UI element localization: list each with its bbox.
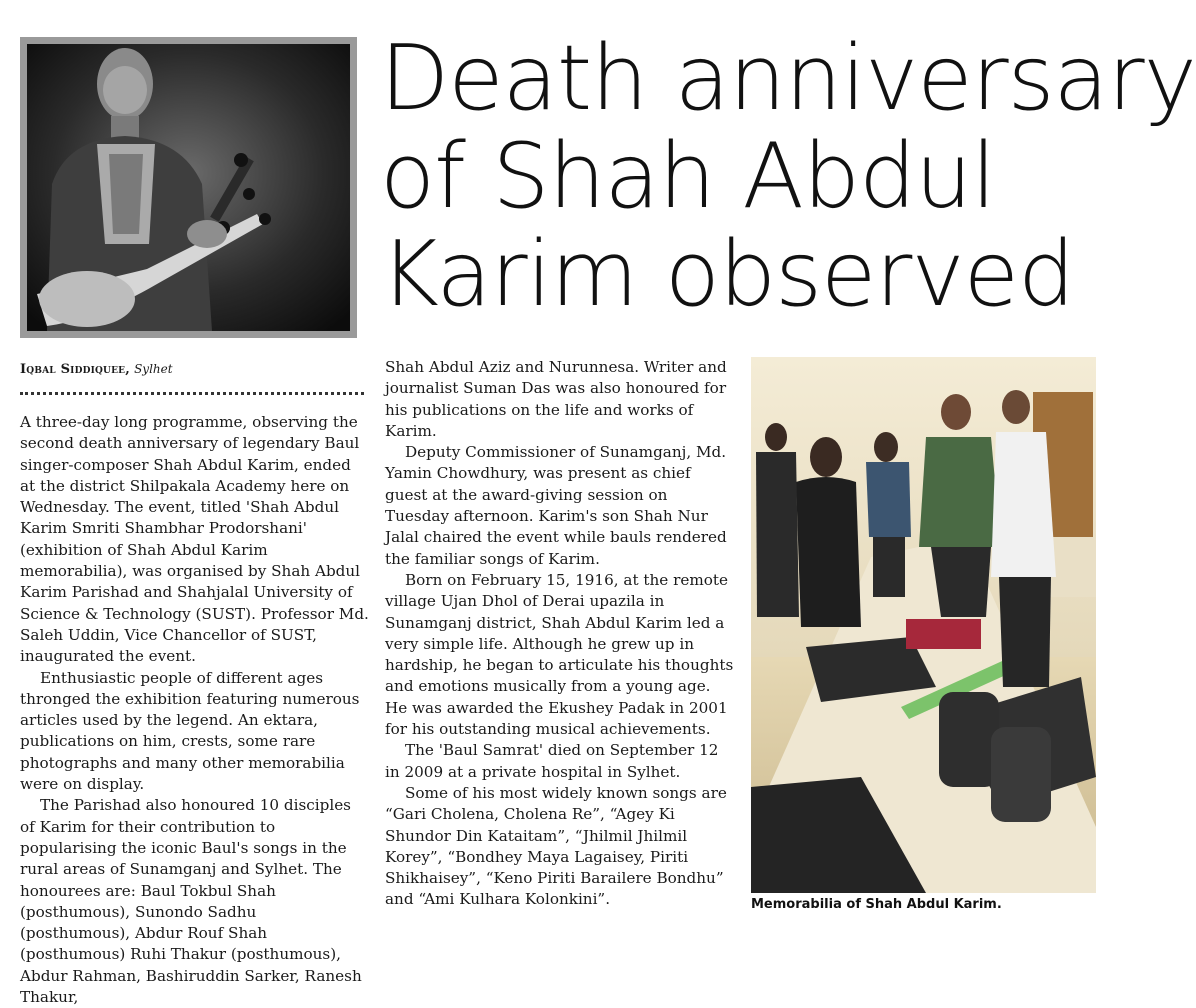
memorabilia-exhibition-photo [751, 357, 1096, 893]
column1-paragraph-3: The Parishad also honoured 10 disciples of Karim for their contribution to popularising the iconic Baul's songs in the rural areas of Sunamganj and Sylhet. The honourees are: Baul Tokbul Shah (posthumous), Sunondo Sadhu (posthumous), Abdur Rouf Shah (posthumous) Ruhi Thakur (posthumous), Abdur Rahman, Bashiruddin Sarker, Ranesh Thakur, [20, 796, 362, 1007]
byline-location: Sylhet [134, 362, 173, 376]
byline-author: Iqbal Siddiquee, [20, 362, 130, 377]
exhibition-image [751, 357, 1096, 893]
photo-caption: Memorabilia of Shah Abdul Karim. [751, 897, 1002, 912]
headline-line-1: Death anniversary [380, 26, 1196, 131]
column2-paragraph-1: Shah Abdul Aziz and Nurunnesa. Writer and journalist Suman Das was also honoured for his publications on the life and works of Karim. [385, 358, 727, 440]
column1-paragraph-2: Enthusiastic people of different ages thronged the exhibition featuring numerous articles used by the legend. An ektara, publications on him, crests, some rare photographs and many other memorabilia were on display. [20, 668, 360, 794]
headline-line-3: Karim observed [380, 222, 1075, 327]
byline [20, 360, 364, 379]
column2-paragraph-5: Some of his most widely known songs are “Gari Cholena, Cholena Re”, “Agey Ki Shundor Din Kataitam”, “Jhilmil Jhilmil Korey”, “Bondhey Maya Lagaisey, Piriti Shikhaisey”, “Keno Piriti Barailere Bondhu” and “Ami Kulhara Kolonkini”. [385, 783, 727, 909]
column2-paragraph-3: Born on February 15, 1916, at the remote village Ujan Dhol of Derai upazila in Sunamganj district, Shah Abdul Karim led a very simple life. Although he grew up in hardship, he began to articulate his thoughts and emotions musically from a young age. He was awarded the Ekushey Padak in 2001 for his outstanding musical achievements. [385, 570, 734, 739]
headline-line-2: of Shah Abdul [380, 124, 996, 229]
column1-paragraph-1: A three-day long programme, observing the second death anniversary of legendary Baul singer-composer Shah Abdul Karim, ended at the district Shilpakala Academy here on Wednesday. The event, titled 'Shah Abdul Karim Smriti Shambhar Prodorshani' (exhibition of Shah Abdul Karim memorabilia), was organised by Shah Abdul Karim Parishad and Shahjalal University of Science & Technology (SUST). Professor Md. Saleh Uddin, Vice Chancellor of SUST, inaugurated the event. [20, 413, 369, 666]
byline-divider [20, 392, 364, 395]
article-headline [380, 26, 1196, 327]
article-column-2 [385, 357, 735, 909]
article-column-1 [20, 412, 370, 1007]
portrait-image [27, 44, 350, 331]
column2-paragraph-2: Deputy Commissioner of Sunamganj, Md. Yamin Chowdhury, was present as chief guest at the award-giving session on Tuesday afternoon. Karim's son Shah Nur Jalal chaired the event while bauls rendered the familiar songs of Karim. [385, 443, 727, 568]
column2-paragraph-4: The 'Baul Samrat' died on September 12 in 2009 at a private hospital in Sylhet. [385, 741, 719, 781]
shah-abdul-karim-portrait-photo [20, 37, 357, 338]
